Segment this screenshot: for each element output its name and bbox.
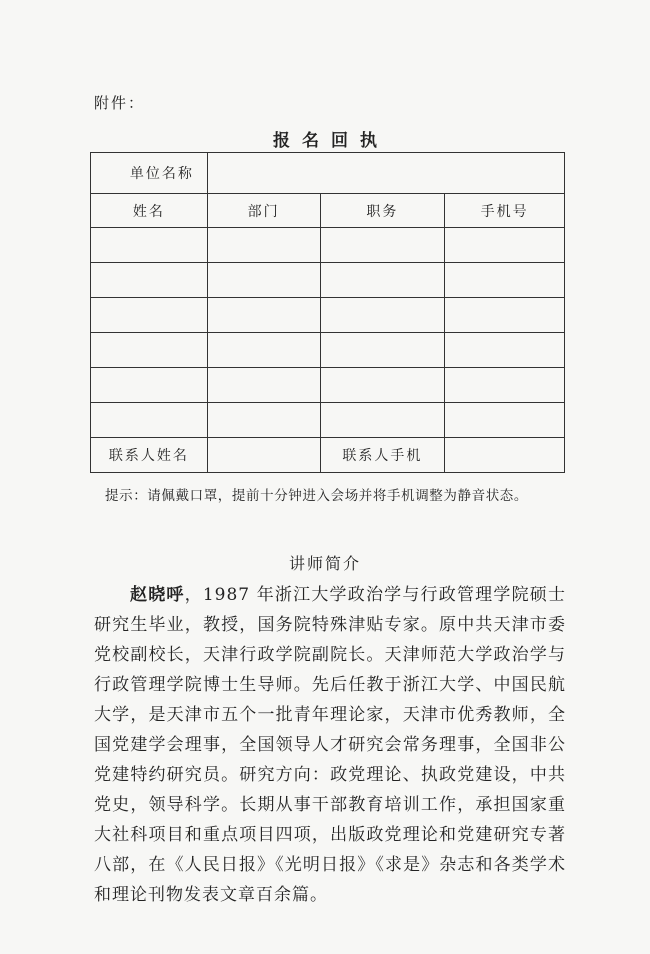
attachment-label: 附件： xyxy=(94,94,146,112)
table-cell[interactable] xyxy=(445,298,565,333)
table-row xyxy=(91,263,565,298)
contact-row xyxy=(91,438,565,473)
tip-text: 提示：请佩戴口罩，提前十分钟进入会场并将手机调整为静音状态。 xyxy=(105,488,528,504)
table-row xyxy=(91,333,565,368)
table-cell[interactable] xyxy=(91,368,208,403)
table-cell[interactable] xyxy=(91,263,208,298)
table-cell[interactable] xyxy=(445,263,565,298)
table-cell[interactable] xyxy=(207,403,320,438)
bio-paragraph xyxy=(94,580,566,910)
table-cell[interactable] xyxy=(91,333,208,368)
table-header-row xyxy=(91,194,565,228)
table-cell[interactable] xyxy=(207,368,320,403)
table-cell[interactable] xyxy=(320,263,445,298)
table-cell[interactable] xyxy=(207,228,320,263)
table-cell[interactable] xyxy=(207,298,320,333)
lecturer-name: 赵晓呼 xyxy=(130,585,185,605)
table-cell[interactable] xyxy=(91,298,208,333)
header-phone: 手机号 xyxy=(445,194,565,228)
contact-phone-value[interactable] xyxy=(445,438,565,473)
table-cell[interactable] xyxy=(91,228,208,263)
unit-row xyxy=(91,153,565,194)
table-cell[interactable] xyxy=(320,298,445,333)
unit-label: 单位名称 xyxy=(91,153,208,194)
table-cell[interactable] xyxy=(445,228,565,263)
bio-title: 讲师简介 xyxy=(288,554,361,573)
table-cell[interactable] xyxy=(207,263,320,298)
table-cell[interactable] xyxy=(445,368,565,403)
table-cell[interactable] xyxy=(207,333,320,368)
table-cell[interactable] xyxy=(445,403,565,438)
table-cell[interactable] xyxy=(320,368,445,403)
table-cell[interactable] xyxy=(320,403,445,438)
table-row xyxy=(91,403,565,438)
header-name: 姓名 xyxy=(91,194,208,228)
table-cell[interactable] xyxy=(91,403,208,438)
contact-name-value[interactable] xyxy=(207,438,320,473)
table-cell[interactable] xyxy=(320,333,445,368)
table-row xyxy=(91,368,565,403)
header-department: 部门 xyxy=(207,194,320,228)
table-cell[interactable] xyxy=(445,333,565,368)
form-title: 报名回执 xyxy=(273,131,389,151)
bio-text: ，1987 年浙江大学政治学与行政管理学院硕士研究生毕业，教授，国务院特殊津贴专家。原中共天津市委党校副校长，天津行政学院副院长。天津师范大学政治学与行政管理学院博士生导师。先后任教于浙江大学、中国民航大学，是天津市五个一批青年理论家，天津市优秀教师，全国党建学会理事，全国领导人才研究会常务理事，全国非公党建特约研究员。研究方向：政党理论、执政党建设，中共党史，领导科学。长期从事干部教育培训工作，承担国家重大社科项目和重点项目四项，出版政党理论和党建研究专著八部，在《人民日报》《光明日报》《求是》杂志和各类学术和理论刊物发表文章百余篇。 xyxy=(94,585,567,905)
table-row xyxy=(91,298,565,333)
unit-value-cell[interactable] xyxy=(207,153,564,194)
registration-form-table xyxy=(90,152,565,473)
contact-phone-label: 联系人手机 xyxy=(320,438,445,473)
header-position: 职务 xyxy=(320,194,445,228)
table-row xyxy=(91,228,565,263)
contact-name-label: 联系人姓名 xyxy=(91,438,208,473)
table-cell[interactable] xyxy=(320,228,445,263)
